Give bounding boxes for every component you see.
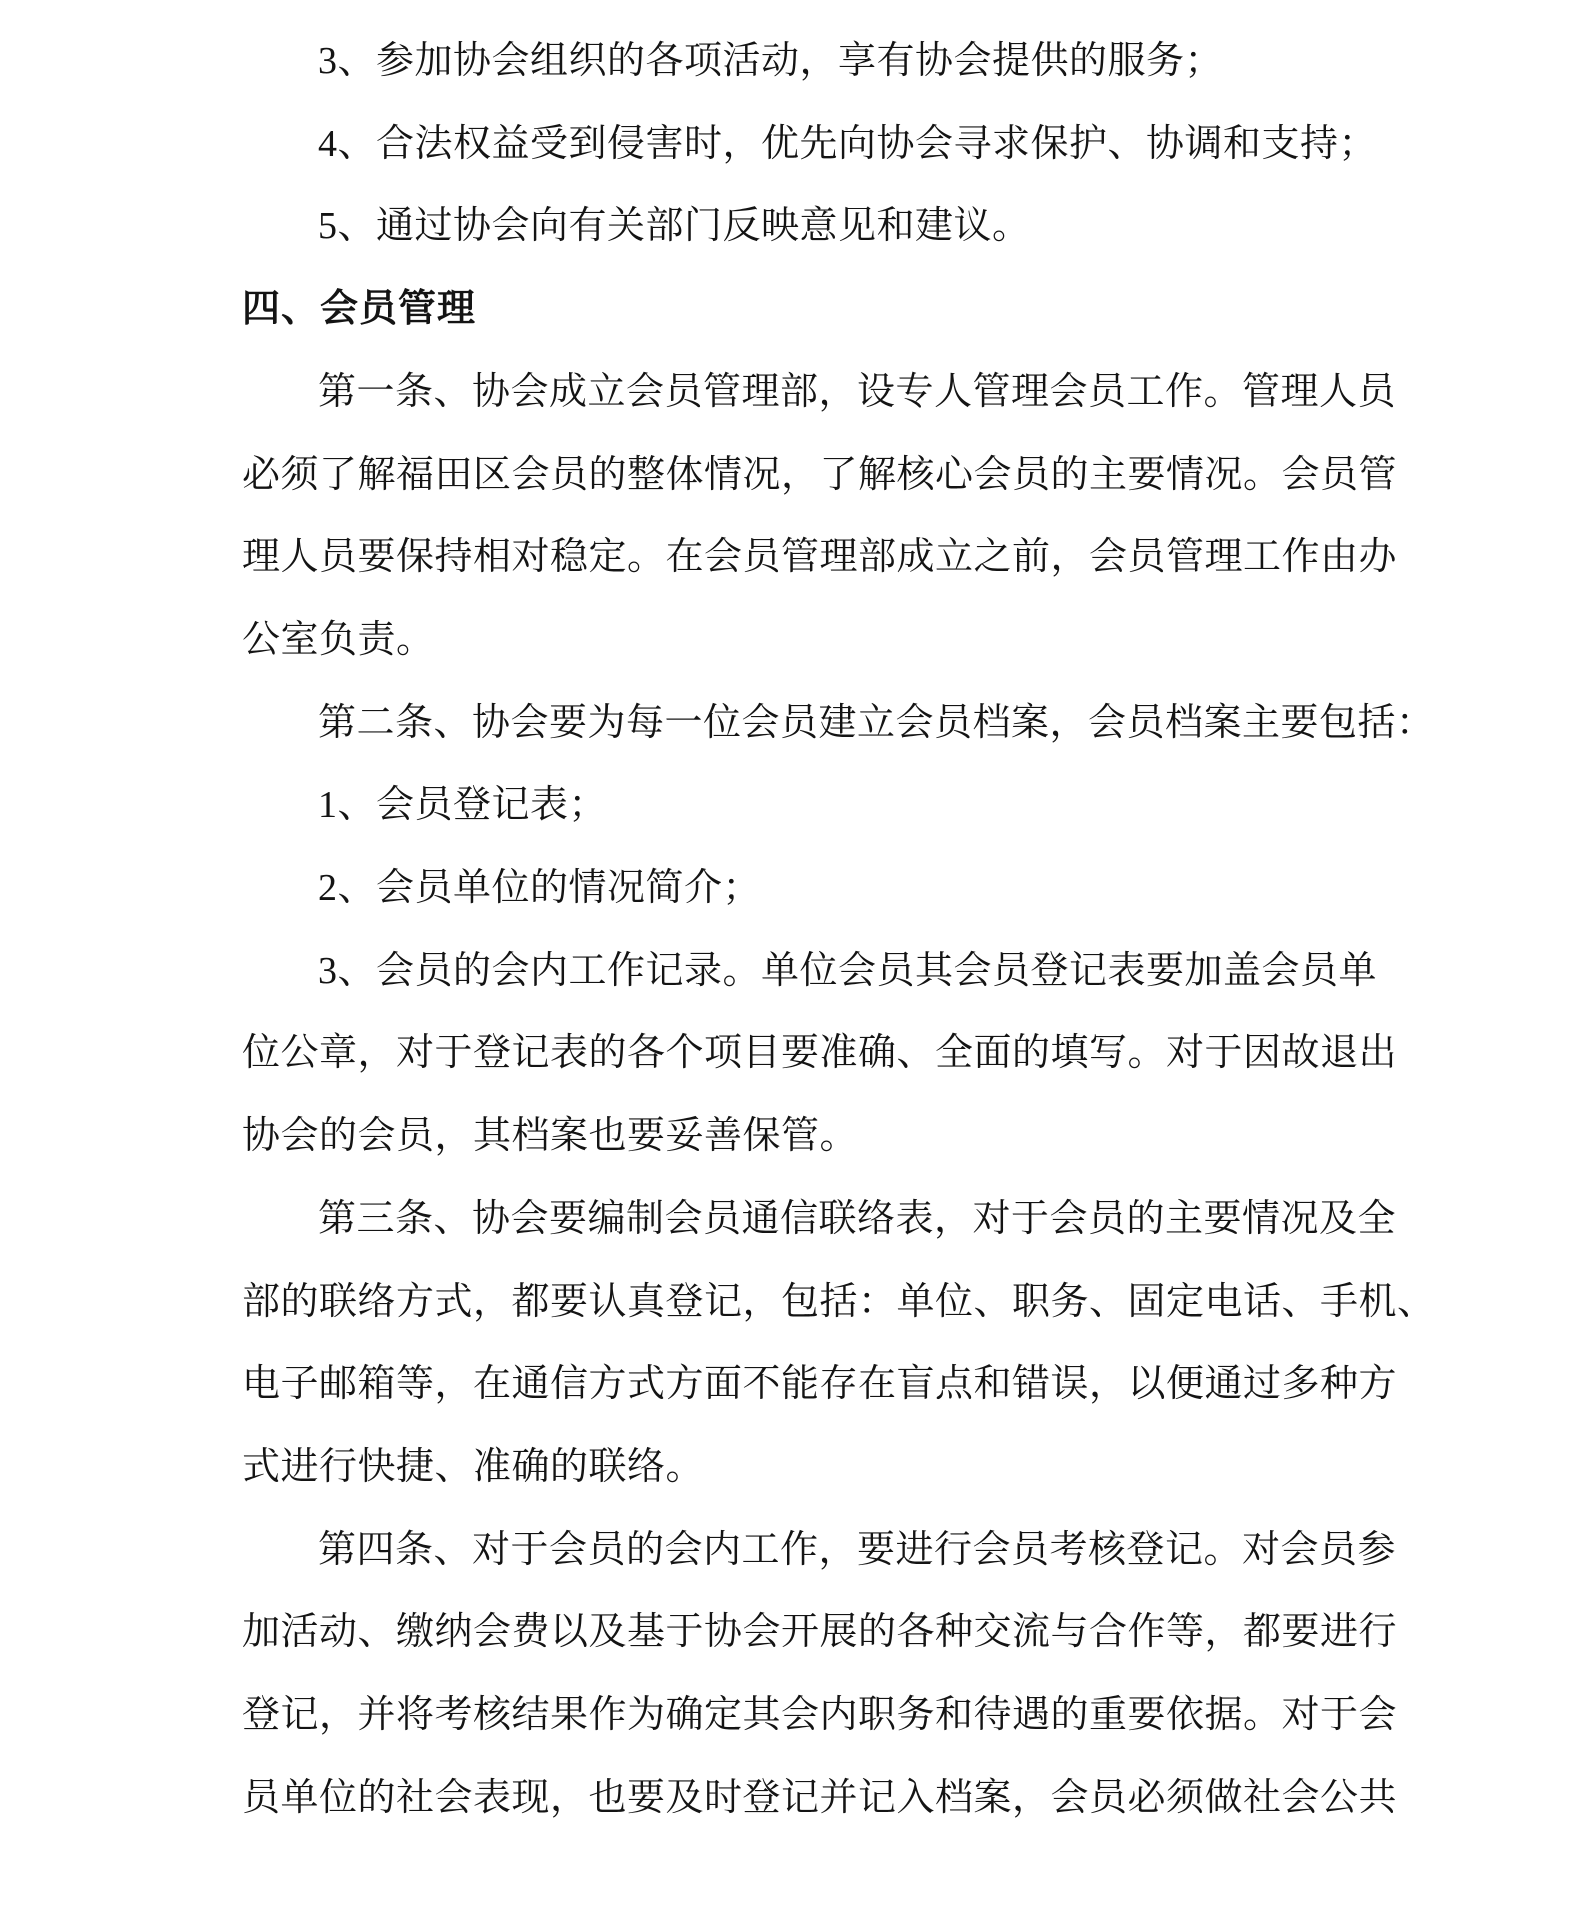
section-heading: 四、会员管理 xyxy=(242,288,477,331)
text-line: 公室负责。 xyxy=(242,618,435,661)
text-line: 第二条、协会要为每一位会员建立会员档案，会员档案主要包括： xyxy=(318,701,1435,744)
text-line: 5、通过协会向有关部门反映意见和建议。 xyxy=(318,205,1031,248)
text-line: 2、会员单位的情况简介； xyxy=(318,867,762,910)
text-line: 3、参加协会组织的各项活动，享有协会提供的服务； xyxy=(318,40,1224,82)
text-line: 3、会员的会内工作记录。单位会员其会员登记表要加盖会员单 xyxy=(318,949,1378,992)
text-line: 位公章，对于登记表的各个项目要准确、全面的填写。对于因故退出 xyxy=(242,1032,1398,1075)
document-body xyxy=(242,20,1502,1839)
text-line: 协会的会员，其档案也要妥善保管。 xyxy=(242,1115,859,1158)
text-line: 4、合法权益受到侵害时，优先向协会寻求保护、协调和支持； xyxy=(318,122,1378,165)
text-line: 登记，并将考核结果作为确定其会内职务和待遇的重要依据。对于会 xyxy=(242,1694,1398,1737)
text-line: 第四条、对于会员的会内工作，要进行会员考核登记。对会员参 xyxy=(318,1528,1397,1571)
text-line: 必须了解福田区会员的整体情况，了解核心会员的主要情况。会员管 xyxy=(242,453,1398,496)
text-line: 电子邮箱等，在通信方式方面不能存在盲点和错误，以便通过多种方 xyxy=(242,1363,1398,1406)
text-line: 式进行快捷、准确的联络。 xyxy=(242,1445,705,1488)
text-line: 部的联络方式，都要认真登记，包括：单位、职务、固定电话、手机、 xyxy=(242,1280,1436,1323)
text-line: 第一条、协会成立会员管理部，设专人管理会员工作。管理人员 xyxy=(318,370,1397,413)
text-line: 加活动、缴纳会费以及基于协会开展的各种交流与合作等，都要进行 xyxy=(242,1611,1398,1654)
text-line: 1、会员登记表； xyxy=(318,784,608,827)
text-line: 员单位的社会表现，也要及时登记并记入档案，会员必须做社会公共 xyxy=(242,1776,1398,1819)
text-line: 理人员要保持相对稳定。在会员管理部成立之前，会员管理工作由办 xyxy=(242,536,1398,579)
text-line: 第三条、协会要编制会员通信联络表，对于会员的主要情况及全 xyxy=(318,1197,1397,1240)
